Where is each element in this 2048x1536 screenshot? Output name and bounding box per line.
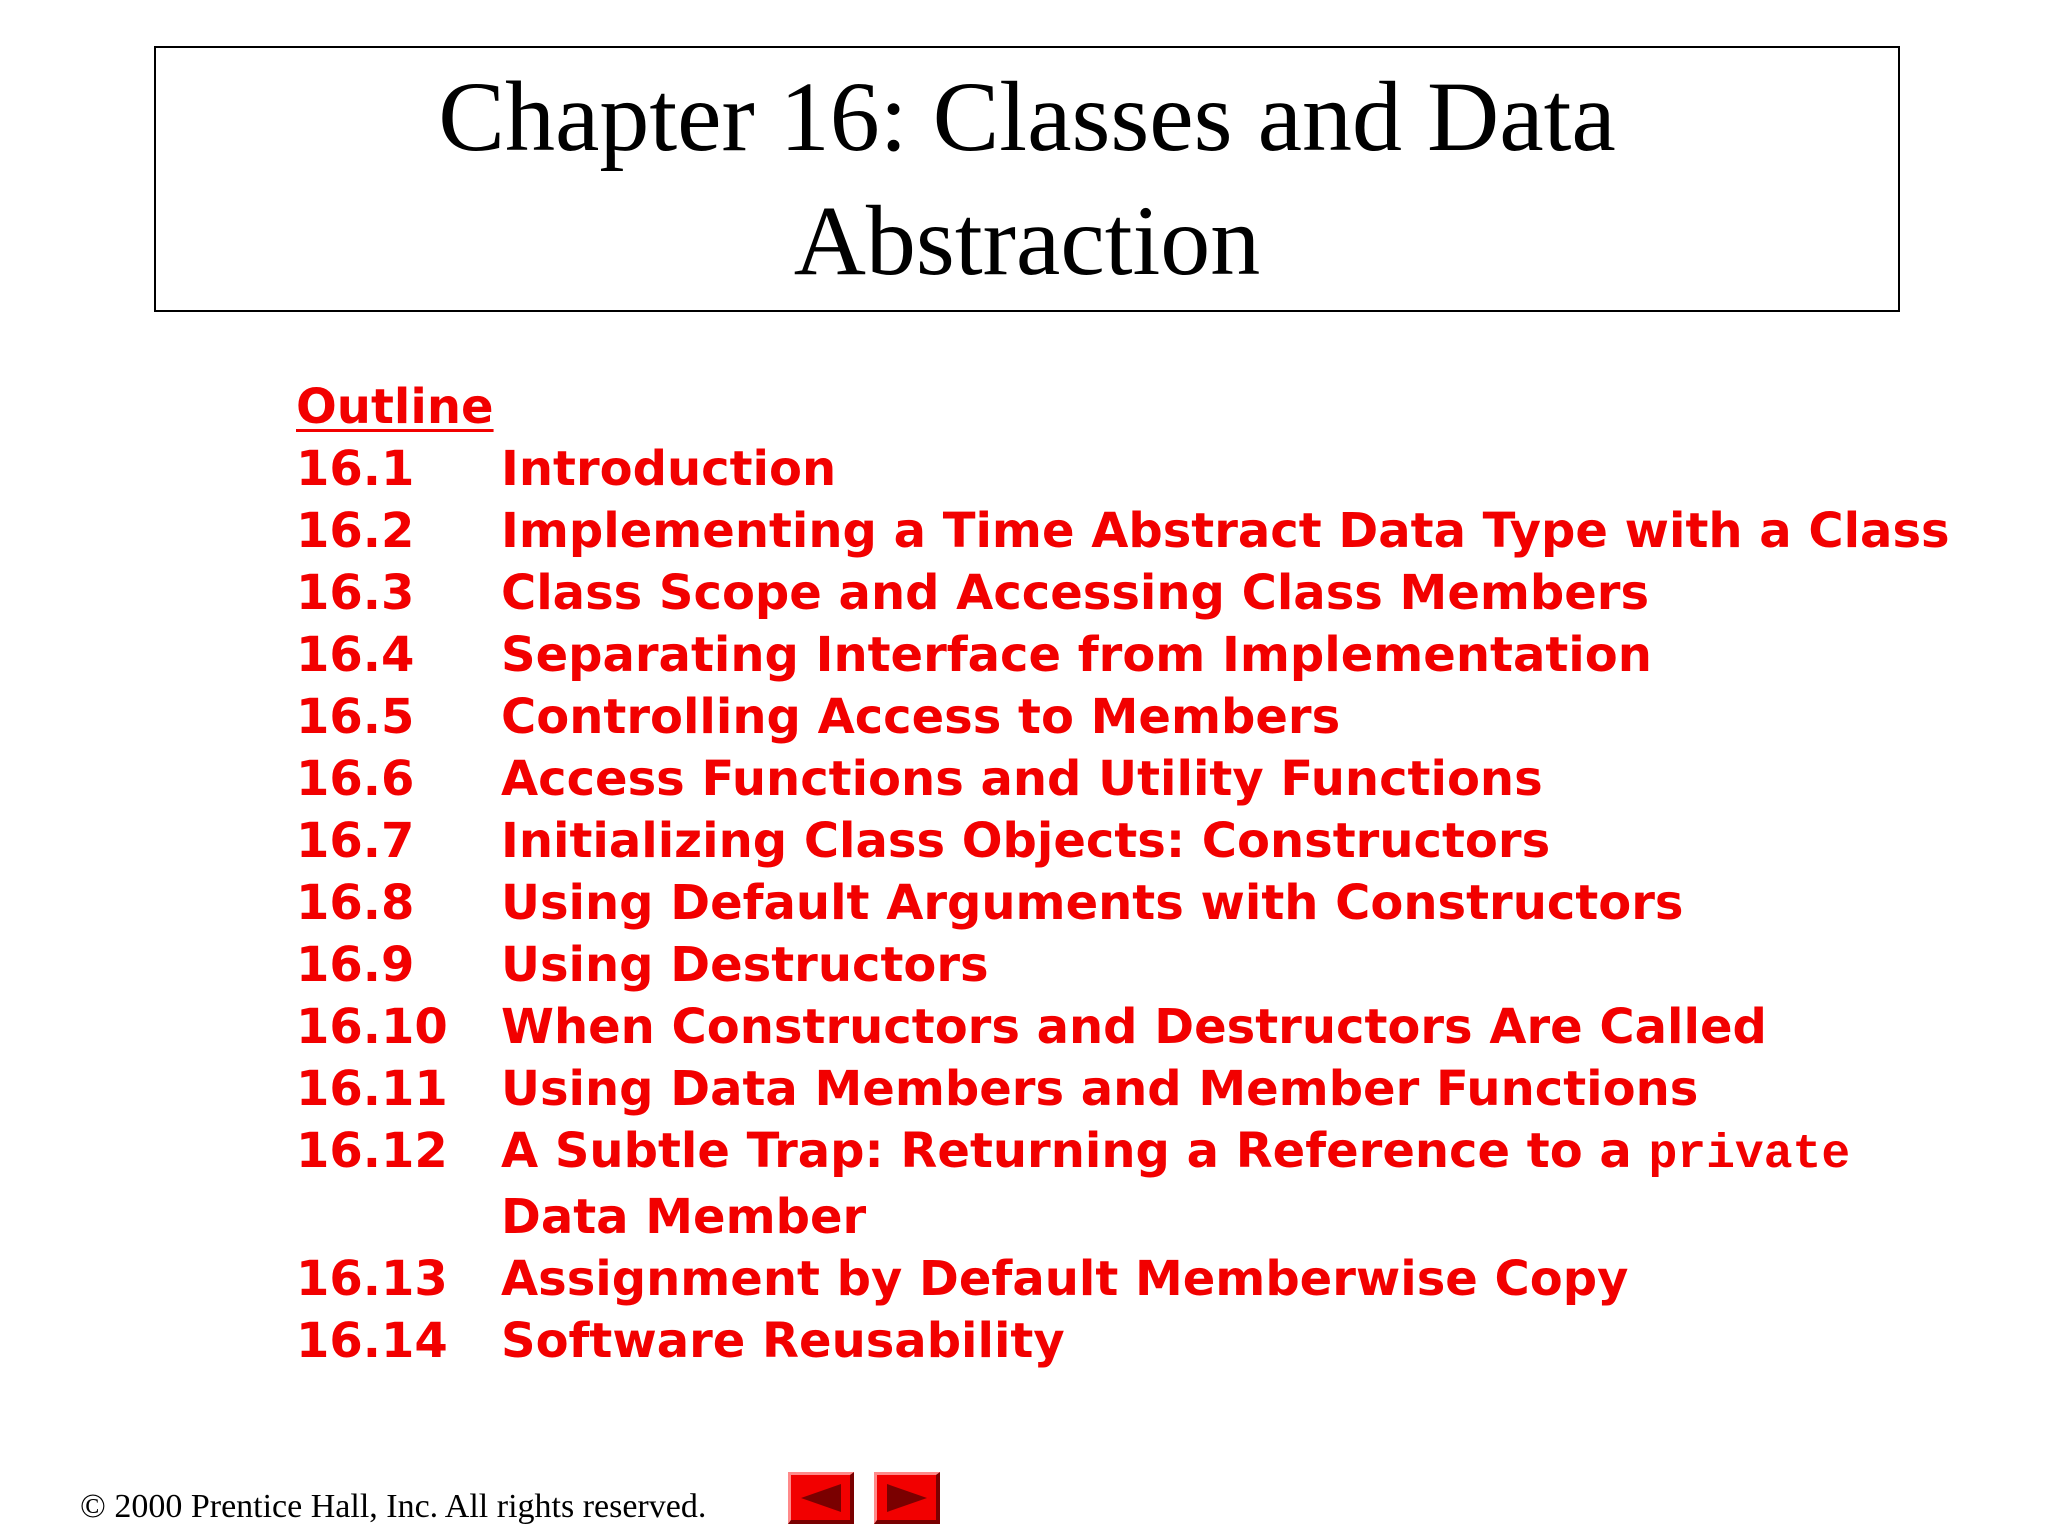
outline-item-title: Class Scope and Accessing Class Members (501, 565, 1650, 621)
outline-item-number: 16.12 (296, 1123, 448, 1179)
outline-item (296, 1058, 1936, 1120)
slide-title (438, 55, 1616, 303)
outline-item-number: 16.6 (296, 751, 415, 807)
outline-item-number: 16.9 (296, 937, 415, 993)
outline-item-number: 16.1 (296, 441, 415, 497)
outline-item-title-text: A Subtle Trap: Returning a Reference to a (501, 1123, 1649, 1179)
outline-item (296, 872, 1936, 934)
outline-item-number: 16.14 (296, 1313, 448, 1369)
outline-item-number: 16.7 (296, 813, 415, 869)
outline-heading: Outline (296, 379, 494, 435)
outline-item (296, 810, 1936, 872)
outline-item-number: 16.4 (296, 627, 415, 683)
outline-item-title-code: private (1648, 1128, 1851, 1182)
outline-item-number: 16.2 (296, 503, 415, 559)
outline-item (296, 686, 1936, 748)
outline-item (296, 1248, 1936, 1310)
previous-slide-button[interactable] (788, 1472, 854, 1524)
outline-item-title: Using Default Arguments with Constructors (501, 875, 1684, 931)
outline-item-title: Access Functions and Utility Functions (501, 751, 1543, 807)
title-box (154, 46, 1900, 312)
outline-item-number: 16.5 (296, 689, 415, 745)
outline-item (296, 562, 1936, 624)
outline-item-continuation (296, 1186, 1936, 1248)
outline-item-title: Introduction (501, 441, 837, 497)
outline-item-title: Assignment by Default Memberwise Copy (501, 1251, 1629, 1307)
outline-item-title: Using Destructors (501, 937, 989, 993)
outline (296, 376, 1950, 1372)
outline-item-number: 16.10 (296, 999, 448, 1055)
outline-item-title: When Constructors and Destructors Are Called (501, 999, 1767, 1055)
copyright-footer: © 2000 Prentice Hall, Inc. All rights reserved. (80, 1488, 707, 1525)
outline-item-title-line2: Data Member (501, 1189, 867, 1245)
outline-item (296, 438, 1936, 500)
outline-item (296, 1120, 1936, 1186)
outline-item-number-spacer (296, 1186, 501, 1248)
outline-item (296, 996, 1936, 1058)
outline-item-title: Controlling Access to Members (501, 689, 1341, 745)
outline-item-number: 16.13 (296, 1251, 448, 1307)
outline-item-number: 16.11 (296, 1061, 448, 1117)
left-triangle-icon (799, 1483, 843, 1513)
outline-item-number: 16.8 (296, 875, 415, 931)
slide-title-line1: Chapter 16: Classes and Data (438, 61, 1616, 172)
outline-item-title: Separating Interface from Implementation (501, 627, 1652, 683)
right-triangle-icon (885, 1483, 929, 1513)
next-slide-button[interactable] (874, 1472, 940, 1524)
slide-title-line2: Abstraction (793, 185, 1261, 296)
outline-item-title (501, 1120, 1936, 1186)
outline-item (296, 934, 1936, 996)
outline-item (296, 500, 1950, 562)
outline-item (296, 624, 1936, 686)
outline-item-title: Initializing Class Objects: Constructors (501, 813, 1551, 869)
outline-item (296, 748, 1936, 810)
outline-item (296, 1310, 1936, 1372)
outline-item-title: Using Data Members and Member Functions (501, 1061, 1699, 1117)
outline-item-title: Implementing a Time Abstract Data Type with a Class (501, 503, 1950, 559)
outline-item-title: Software Reusability (501, 1313, 1065, 1369)
outline-item-number: 16.3 (296, 565, 415, 621)
